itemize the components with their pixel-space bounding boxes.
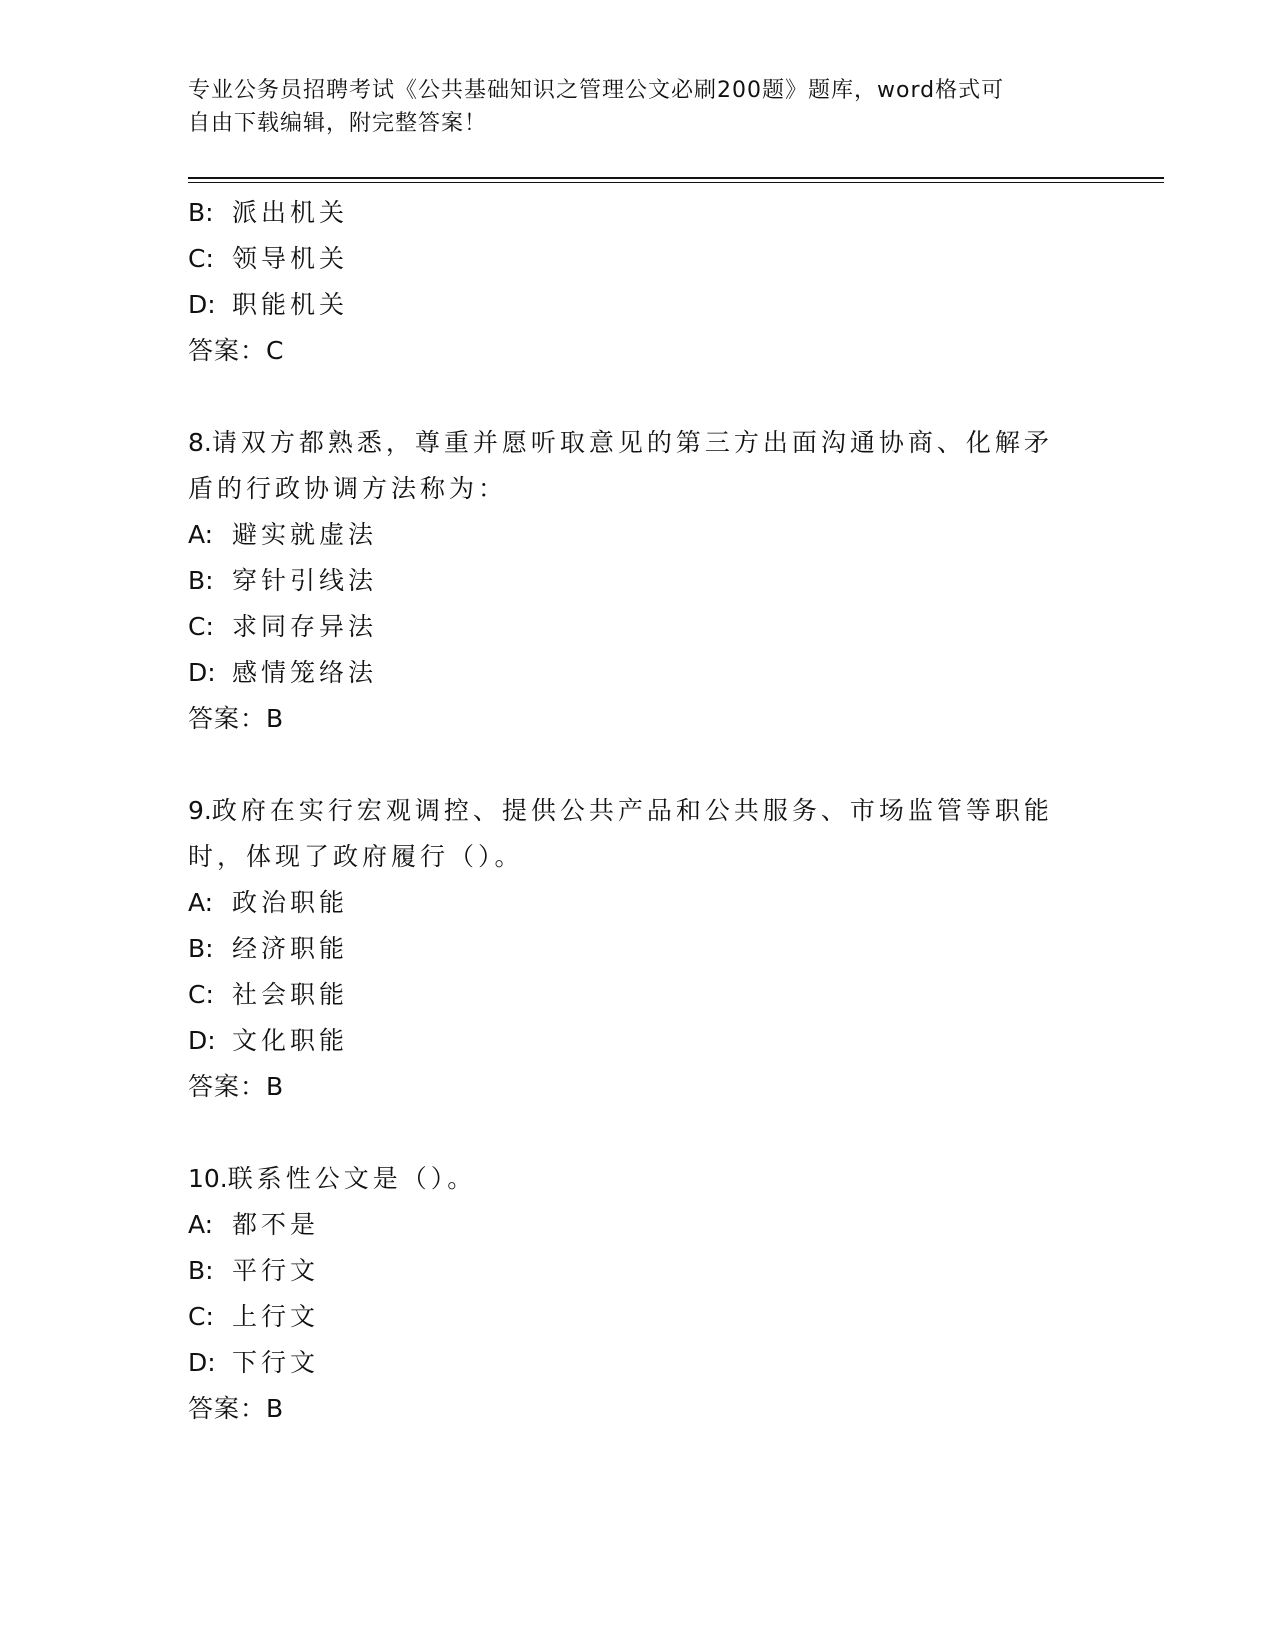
question-stem-line: 时，体现了政府履行（）。 xyxy=(188,842,524,871)
question-number: 9. xyxy=(188,796,212,825)
option-item xyxy=(188,1018,1088,1064)
option-item xyxy=(188,650,1088,696)
header-divider-thin xyxy=(188,182,1164,183)
option-letter: A: xyxy=(188,888,214,917)
option-item xyxy=(188,1340,1088,1386)
option-text: 穿针引线法 xyxy=(232,566,378,595)
header-line-1: 专业公务员招聘考试《公共基础知识之管理公文必刷200题》题库，word格式可 xyxy=(188,78,1005,103)
question-block-10 xyxy=(188,1156,1088,1432)
answer-line: 答案：C xyxy=(188,336,285,365)
option-text: 文化职能 xyxy=(232,1026,349,1055)
option-text: 都不是 xyxy=(232,1210,320,1239)
question-text: 请双方都熟悉，尊重并愿听取意见的第三方出面沟通协商、化解矛 xyxy=(211,428,1053,457)
option-letter: D: xyxy=(188,1026,216,1055)
option-item xyxy=(188,1202,1088,1248)
question-text: 联系性公文是（）。 xyxy=(227,1164,477,1193)
answer-line: 答案：B xyxy=(188,1072,285,1101)
question-number: 8. xyxy=(188,428,212,457)
option-letter: B: xyxy=(188,934,214,963)
option-text: 求同存异法 xyxy=(232,612,378,641)
option-letter: D: xyxy=(188,658,216,687)
question-list xyxy=(188,190,1088,1432)
option-item xyxy=(188,558,1088,604)
question-block-9 xyxy=(188,788,1088,1110)
answer-line: 答案：B xyxy=(188,1394,285,1423)
option-letter: A: xyxy=(188,1210,214,1239)
question-block-8 xyxy=(188,420,1088,742)
question-text: 政府在实行宏观调控、提供公共产品和公共服务、市场监管等职能 xyxy=(211,796,1053,825)
option-item xyxy=(188,1294,1088,1340)
option-item xyxy=(188,512,1088,558)
option-text: 经济职能 xyxy=(232,934,349,963)
option-letter: D: xyxy=(188,1348,216,1377)
option-letter: C: xyxy=(188,980,214,1009)
option-text: 感情笼络法 xyxy=(232,658,378,687)
question-stem-line xyxy=(188,788,1088,834)
option-text: 上行文 xyxy=(232,1302,320,1331)
option-item xyxy=(188,282,1088,328)
option-letter: D: xyxy=(188,290,216,319)
answer-line: 答案：B xyxy=(188,704,285,733)
spacer xyxy=(188,742,1088,788)
option-text: 领导机关 xyxy=(232,244,349,273)
option-item xyxy=(188,604,1088,650)
option-text: 社会职能 xyxy=(232,980,349,1009)
header-divider-thick xyxy=(188,177,1164,179)
option-item xyxy=(188,880,1088,926)
spacer xyxy=(188,1110,1088,1156)
option-text: 派出机关 xyxy=(232,198,349,227)
question-number: 10. xyxy=(188,1164,228,1193)
question-stem-line xyxy=(188,1156,1088,1202)
prev-question-block xyxy=(188,190,1088,374)
option-letter: B: xyxy=(188,566,214,595)
option-item xyxy=(188,236,1088,282)
option-text: 避实就虚法 xyxy=(232,520,378,549)
option-item xyxy=(188,190,1088,236)
option-item xyxy=(188,1248,1088,1294)
option-letter: C: xyxy=(188,244,214,273)
option-text: 政治职能 xyxy=(232,888,349,917)
question-stem-line xyxy=(188,420,1088,466)
option-letter: B: xyxy=(188,1256,214,1285)
option-text: 平行文 xyxy=(232,1256,320,1285)
spacer xyxy=(188,374,1088,420)
question-stem-line: 盾的行政协调方法称为： xyxy=(188,474,508,503)
option-letter: B: xyxy=(188,198,214,227)
option-letter: C: xyxy=(188,612,214,641)
option-item xyxy=(188,926,1088,972)
option-text: 下行文 xyxy=(232,1348,320,1377)
header-line-2: 自由下载编辑，附完整答案！ xyxy=(188,111,488,136)
document-header xyxy=(188,74,1068,140)
option-item xyxy=(188,972,1088,1018)
option-letter: A: xyxy=(188,520,214,549)
option-letter: C: xyxy=(188,1302,214,1331)
option-text: 职能机关 xyxy=(232,290,349,319)
